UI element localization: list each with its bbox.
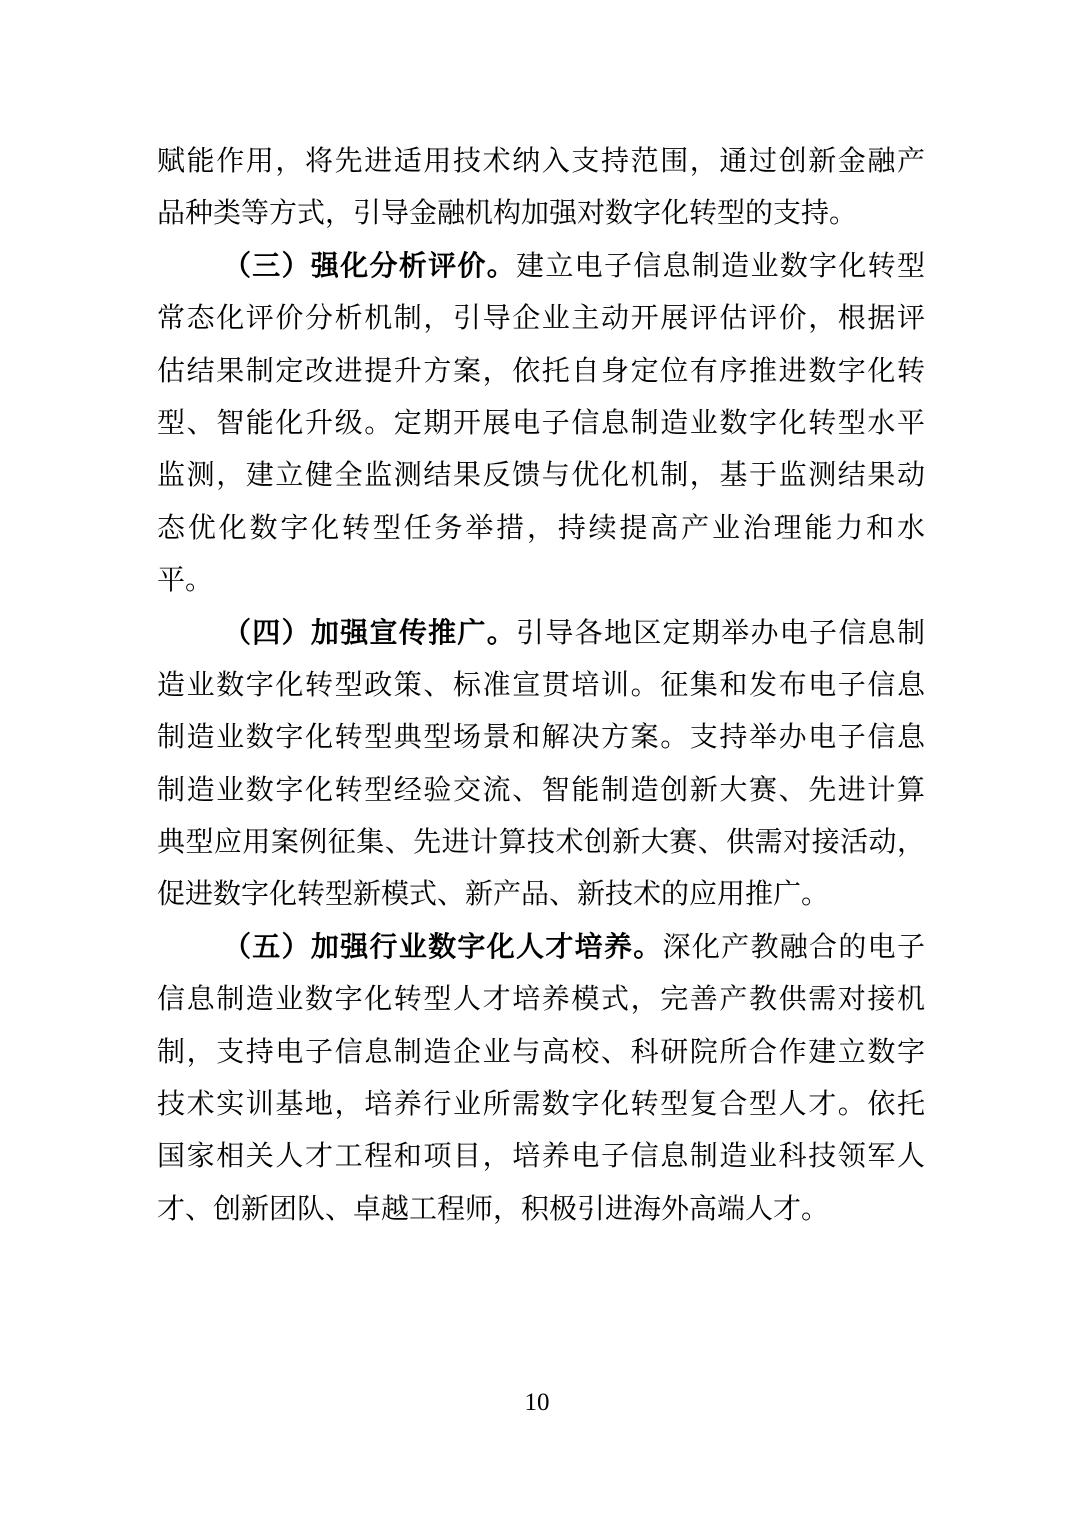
document-body xyxy=(157,136,925,1236)
paragraph-lead: （三）强化分析评价。 xyxy=(223,250,517,282)
text-line: 促进数字化转型新模式、新产品、新技术的应用推广。 xyxy=(157,879,830,911)
text-line: （四）加强宣传推广。引导各地区定期举办电子信息制 xyxy=(223,617,925,649)
paragraph-section-4 xyxy=(157,608,925,922)
text-line: 制造业数字化转型典型场景和解决方案。支持举办电子信息 xyxy=(157,722,925,754)
text-line: （五）加强行业数字化人才培养。深化产教融合的电子 xyxy=(223,931,925,963)
text-line: 品种类等方式，引导金融机构加强对数字化转型的支持。 xyxy=(157,198,858,230)
text-line: 平。 xyxy=(157,565,214,597)
text-line: （三）强化分析评价。建立电子信息制造业数字化转型 xyxy=(223,250,925,282)
text-line: 型、智能化升级。定期开展电子信息制造业数字化转型水平 xyxy=(157,407,925,439)
text-line: 国家相关人才工程和项目，培养电子信息制造业科技领军人 xyxy=(157,1141,925,1173)
text-line: 造业数字化转型政策、标准宣贯培训。征集和发布电子信息 xyxy=(157,669,925,701)
text-line: 典型应用案例征集、先进计算技术创新大赛、供需对接活动， xyxy=(157,827,925,859)
paragraph-section-5 xyxy=(157,922,925,1236)
text-line: 估结果制定改进提升方案，依托自身定位有序推进数字化转 xyxy=(157,355,925,387)
paragraph-section-3 xyxy=(157,241,925,608)
text-line: 监测，建立健全监测结果反馈与优化机制，基于监测结果动 xyxy=(157,460,925,492)
text-line: 技术实训基地，培养行业所需数字化转型复合型人才。依托 xyxy=(157,1089,925,1121)
paragraph-lead: （五）加强行业数字化人才培养。 xyxy=(223,931,663,963)
page-number: 10 xyxy=(524,1389,550,1416)
text-line: 赋能作用，将先进适用技术纳入支持范围，通过创新金融产 xyxy=(157,146,925,177)
text-line: 态优化数字化转型任务举措，持续提高产业治理能力和水 xyxy=(157,512,925,544)
text-line: 制造业数字化转型经验交流、智能制造创新大赛、先进计算 xyxy=(157,774,925,806)
text-line: 才、创新团队、卓越工程师，积极引进海外高端人才。 xyxy=(157,1193,830,1225)
text-line: 制，支持电子信息制造企业与高校、科研院所合作建立数字 xyxy=(157,1036,925,1068)
paragraph-lead: （四）加强宣传推广。 xyxy=(223,617,517,649)
text-line: 信息制造业数字化转型人才培养模式，完善产教供需对接机 xyxy=(157,984,925,1016)
paragraph-continuation xyxy=(157,136,925,241)
text-line: 常态化评价分析机制，引导企业主动开展评估评价，根据评 xyxy=(157,303,925,335)
